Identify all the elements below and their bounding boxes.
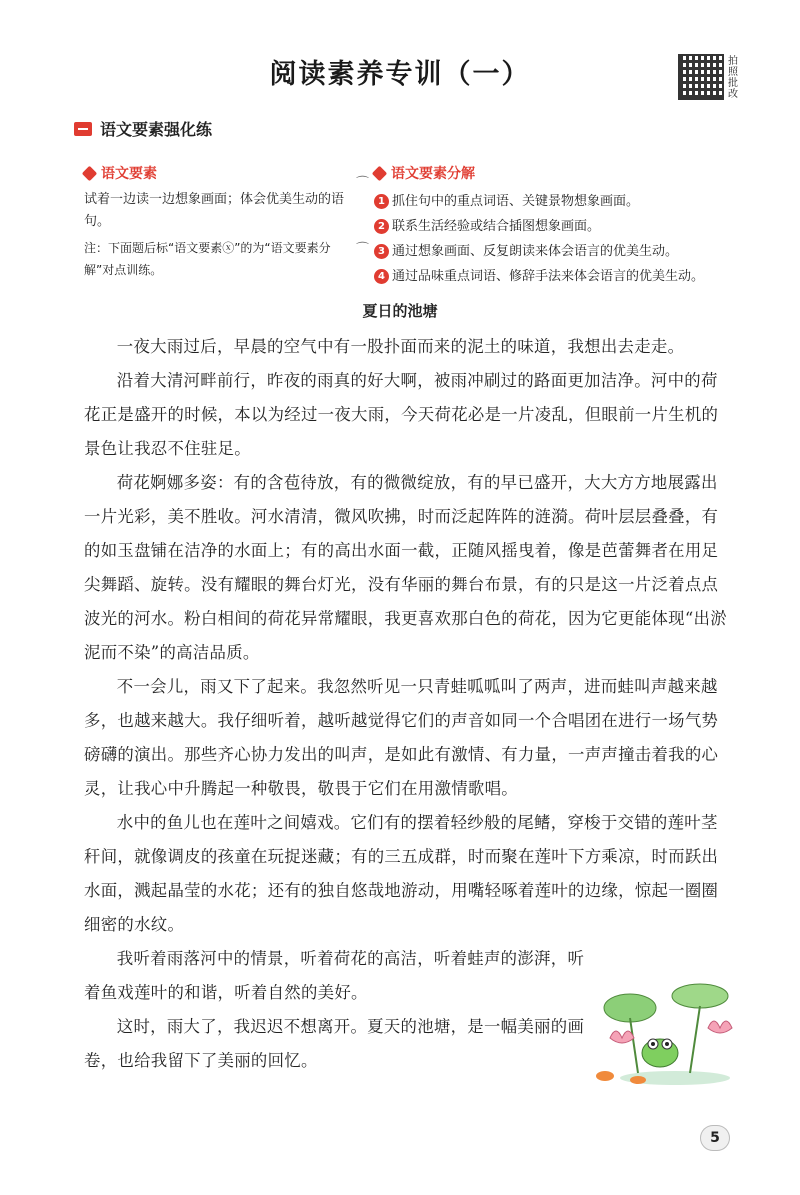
pencil-icon	[82, 165, 98, 181]
page-title: 阅读素养专训（一）	[269, 59, 531, 90]
paragraph: 一夜大雨过后，早晨的空气中有一股扑面而来的泥土的味道，我想出去走走。	[116, 337, 685, 356]
link-icon: ⌒	[356, 176, 370, 191]
essay-title: 夏日的池塘	[362, 302, 438, 320]
point-number: 4	[374, 269, 389, 284]
element-tip-box	[84, 163, 354, 281]
element-tag-label: 语文要素	[101, 166, 157, 182]
point-number: 2	[374, 219, 389, 234]
element-breakdown-box	[374, 163, 734, 289]
link-icon: ⌒	[356, 242, 370, 257]
paragraph: 不一会儿，雨又下了起来。我忽然听见一只青蛙呱呱叫了两声，进而蛙叫声越来越多，也越来越大。我仔细听着，越听越觉得它们的声音如同一个合唱团在进行一场气势磅礴的演出。那些齐心协力发出的叫声，是如此有激情、有力量，一声声撞击着我的心灵，让我心中升腾起一种敬畏，敬畏于它们在用激情歌唱。	[84, 677, 719, 798]
breakdown-point	[374, 214, 734, 239]
qr-label: 拍照批改	[728, 56, 738, 100]
point-text: 通过品味重点词语、修辞手法来体会语言的优美生动。	[392, 269, 705, 284]
breakdown-point	[374, 189, 734, 214]
point-text: 抓住句中的重点词语、关键景物想象画面。	[392, 194, 640, 209]
breakdown-tag	[374, 163, 734, 183]
paragraph: 这时，雨大了，我迟迟不想离开。夏天的池塘，是一幅美丽的画卷，也给我留下了美丽的回忆。	[84, 1017, 585, 1070]
section-label: 语文要素强化练	[100, 120, 213, 139]
breakdown-point	[374, 264, 734, 289]
pond-illustration	[590, 978, 740, 1088]
paragraph: 沿着大清河畔前行，昨夜的雨真的好大啊，被雨冲刷过的路面更加洁净。河中的荷花正是盛开的时候，本以为经过一夜大雨，今天荷花必是一片凌乱，但眼前一片生机的景色让我忍不住驻足。	[84, 371, 719, 458]
paragraph: 我听着雨落河中的情景，听着荷花的高洁，听着蛙声的澎湃，听着鱼戏莲叶的和谐，听着自然的美好。	[84, 949, 585, 1002]
paragraph: 水中的鱼儿也在莲叶之间嬉戏。它们有的摆着轻纱般的尾鳍，穿梭于交错的莲叶茎秆间，就像调皮的孩童在玩捉迷藏；有的三五成群，时而聚在莲叶下方乘凉，时而跃出水面，溅起晶莹的水花；还有的独自悠哉地游动，用嘴轻啄着莲叶的边缘，惊起一圈圈细密的水纹。	[84, 813, 719, 934]
page-number: 5	[700, 1125, 730, 1151]
point-text: 通过想象画面、反复朗读来体会语言的优美生动。	[392, 244, 679, 259]
paragraph: 荷花婀娜多姿：有的含苞待放，有的微微绽放，有的早已盛开，大大方方地展露出一片光彩，美不胜收。河水清清，微风吹拂，时而泛起阵阵的涟漪。荷叶层层叠叠，有的如玉盘铺在洁净的水面上；有的高出水面一截，正随风摇曳着，像是芭蕾舞者在用足尖舞蹈、旋转。没有耀眼的舞台灯光，没有华丽的舞台布景，有的只是这一片泛着点点波光的河水。粉白相间的荷花异常耀眼，我更喜欢那白色的荷花，因为它更能体现“出淤泥而不染”的高洁品质。	[84, 473, 727, 662]
point-number: 3	[374, 244, 389, 259]
element-tag	[84, 163, 354, 183]
essay-body	[84, 330, 734, 1078]
breakdown-tag-label: 语文要素分解	[391, 166, 475, 182]
minus-badge-icon	[74, 122, 92, 136]
element-note: 注：下面题后标“语文要素ⓧ”的为“语文要素分解”对点训练。	[84, 241, 331, 277]
section-heading	[74, 117, 212, 140]
point-text: 联系生活经验或结合插图想象画面。	[392, 219, 601, 234]
breakdown-point	[374, 239, 734, 264]
pencil-icon	[372, 165, 388, 181]
qr-code[interactable]	[678, 54, 724, 100]
point-number: 1	[374, 194, 389, 209]
element-text: 试着一边读一边想象画面；体会优美生动的语句。	[84, 192, 345, 229]
